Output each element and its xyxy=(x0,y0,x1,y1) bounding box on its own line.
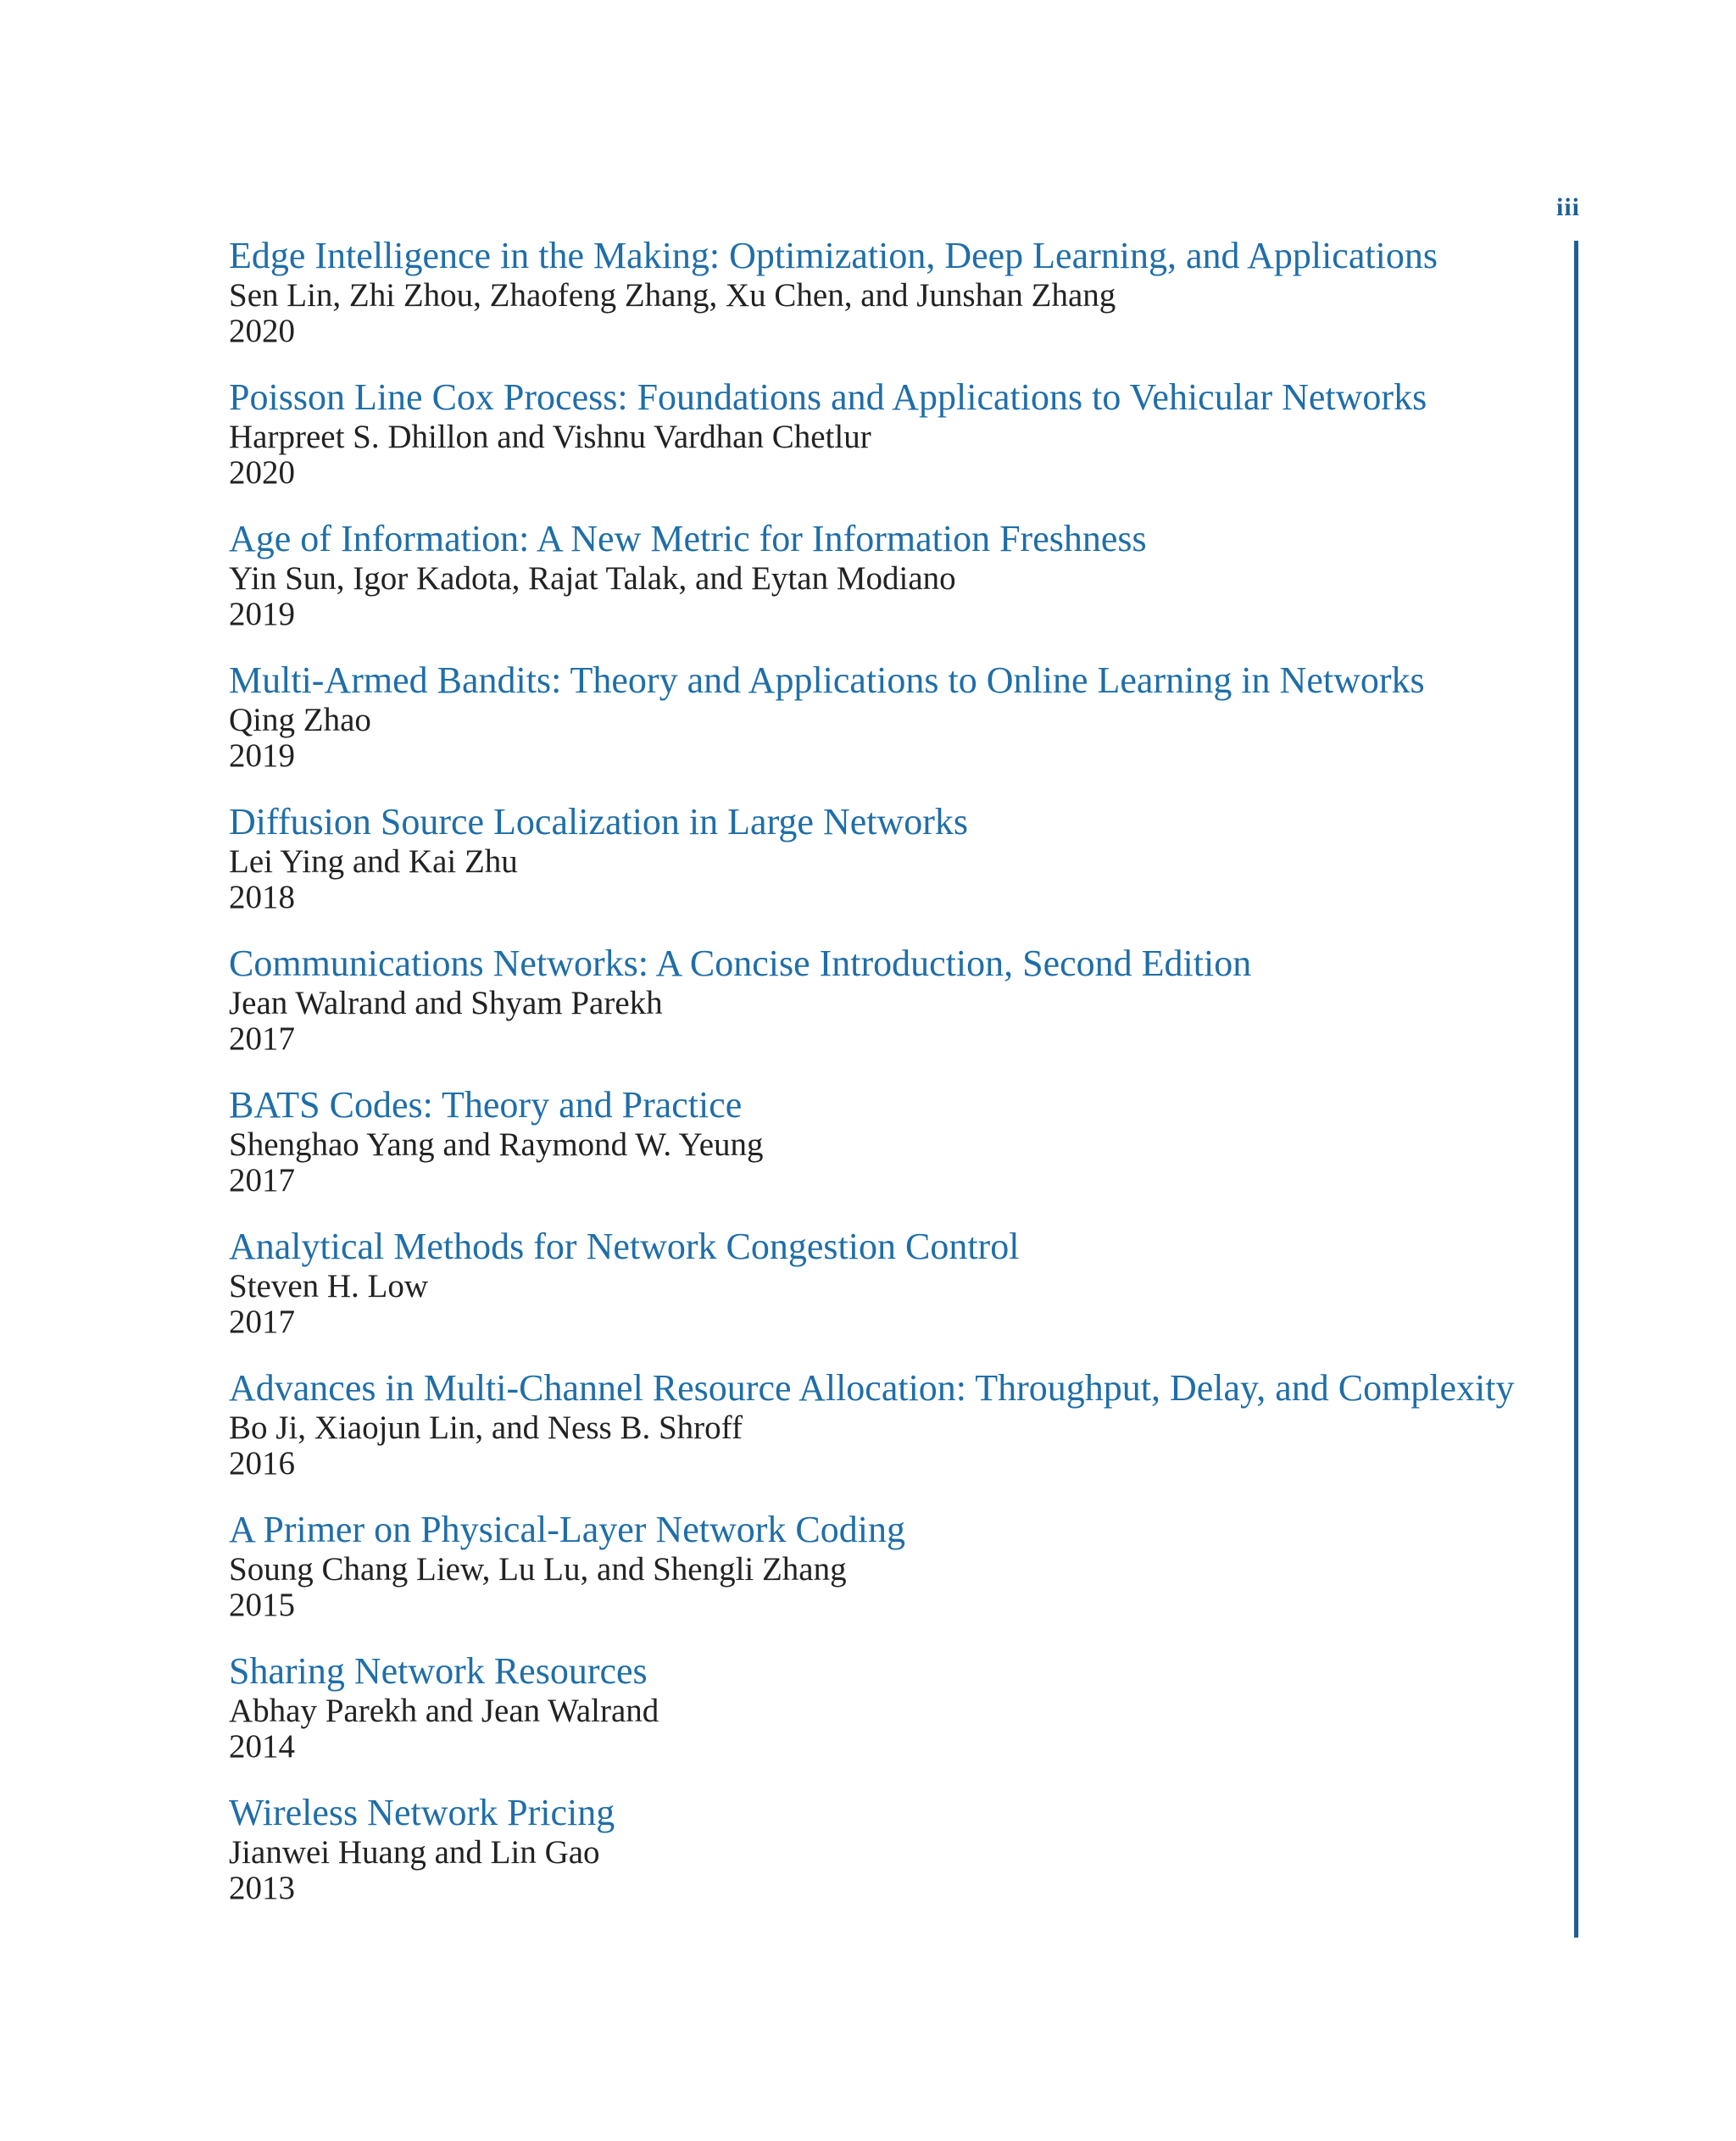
book-title: A Primer on Physical-Layer Network Coding xyxy=(229,1509,905,1550)
book-authors: Abhay Parekh and Jean Walrand xyxy=(229,1693,659,1729)
book-authors: Yin Sun, Igor Kadota, Rajat Talak, and Eytan Modiano xyxy=(229,560,956,597)
book-entry xyxy=(229,659,1551,774)
book-authors: Bo Ji, Xiaojun Lin, and Ness B. Shroff xyxy=(229,1410,743,1446)
book-title: Advances in Multi-Channel Resource Allocation: Throughput, Delay, and Complexity xyxy=(229,1367,1515,1409)
book-year: 2017 xyxy=(229,1304,295,1340)
book-year: 2016 xyxy=(229,1445,295,1482)
book-year: 2019 xyxy=(229,596,295,632)
margin-rule xyxy=(1574,241,1578,1938)
book-title: Communications Networks: A Concise Introduction, Second Edition xyxy=(229,943,1252,984)
book-title: Poisson Line Cox Process: Foundations and Applications to Vehicular Networks xyxy=(229,376,1427,418)
book-title: Wireless Network Pricing xyxy=(229,1792,615,1833)
book-authors: Jean Walrand and Shyam Parekh xyxy=(229,985,663,1021)
book-entry xyxy=(229,1083,1551,1198)
book-title: Analytical Methods for Network Congestion Control xyxy=(229,1226,1020,1267)
book-authors: Jianwei Huang and Lin Gao xyxy=(229,1834,600,1871)
book-authors: Qing Zhao xyxy=(229,702,371,738)
book-year: 2013 xyxy=(229,1870,295,1906)
book-title: Sharing Network Resources xyxy=(229,1650,648,1692)
book-entry xyxy=(229,375,1551,491)
book-authors: Sen Lin, Zhi Zhou, Zhaofeng Zhang, Xu Chen, and Junshan Zhang xyxy=(229,277,1116,314)
book-entry xyxy=(229,234,1551,349)
book-title: Age of Information: A New Metric for Information Freshness xyxy=(229,518,1147,559)
book-year: 2014 xyxy=(229,1728,295,1765)
book-entry xyxy=(229,942,1551,1057)
book-title: Diffusion Source Localization in Large Networks xyxy=(229,801,969,842)
book-year: 2018 xyxy=(229,879,295,915)
page-number: iii xyxy=(1555,193,1580,221)
book-entry xyxy=(229,1791,1551,1906)
book-authors: Soung Chang Liew, Lu Lu, and Shengli Zhang xyxy=(229,1551,847,1588)
book-entry xyxy=(229,1508,1551,1623)
book-entry xyxy=(229,517,1551,632)
book-authors: Lei Ying and Kai Zhu xyxy=(229,843,518,880)
book-year: 2017 xyxy=(229,1162,295,1198)
book-year: 2020 xyxy=(229,454,295,491)
book-year: 2017 xyxy=(229,1020,295,1057)
book-authors: Steven H. Low xyxy=(229,1268,429,1304)
book-authors: Shenghao Yang and Raymond W. Yeung xyxy=(229,1126,764,1163)
book-title: BATS Codes: Theory and Practice xyxy=(229,1084,743,1126)
book-authors: Harpreet S. Dhillon and Vishnu Vardhan Chetlur xyxy=(229,419,871,455)
book-year: 2019 xyxy=(229,737,295,774)
book-title: Multi-Armed Bandits: Theory and Applications to Online Learning in Networks xyxy=(229,659,1425,701)
book-entry xyxy=(229,1366,1551,1482)
book-year: 2020 xyxy=(229,313,295,349)
book-entry xyxy=(229,800,1551,915)
book-entry xyxy=(229,1649,1551,1765)
book-title: Edge Intelligence in the Making: Optimization, Deep Learning, and Applications xyxy=(229,235,1438,276)
book-year: 2015 xyxy=(229,1587,295,1623)
book-entry xyxy=(229,1225,1551,1340)
